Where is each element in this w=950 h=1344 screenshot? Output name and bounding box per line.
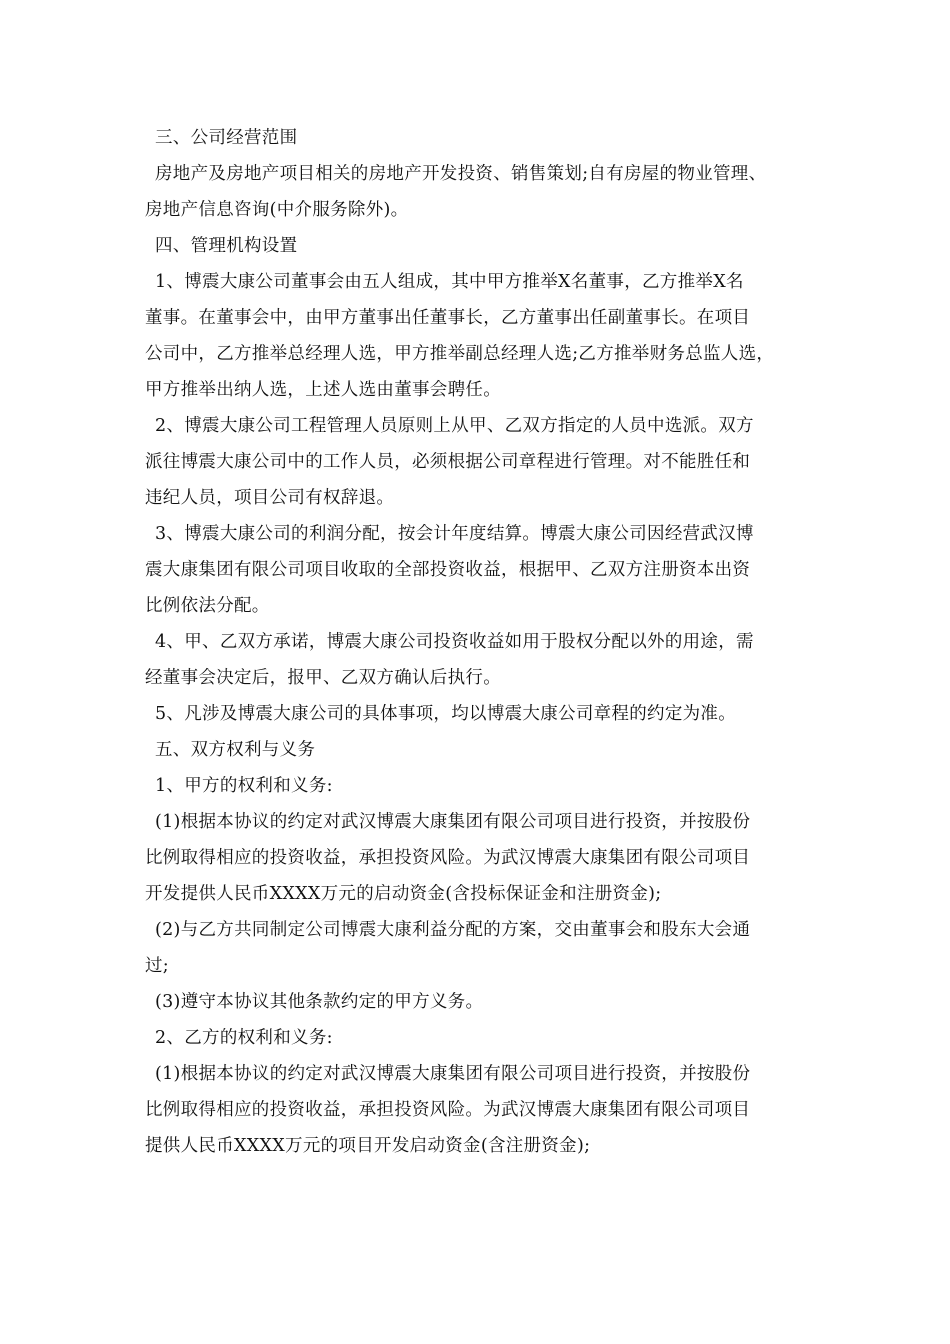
paragraph-line: 5、凡涉及博震大康公司的具体事项，均以博震大康公司章程的约定为准。 — [155, 704, 737, 724]
paragraph-line: 公司中，乙方推举总经理人选，甲方推举副总经理人选;乙方推举财务总监人选， — [145, 344, 775, 364]
paragraph-line: (1)根据本协议的约定对武汉博震大康集团有限公司项目进行投资，并按股份 — [155, 1064, 751, 1084]
paragraph-line: 违纪人员，项目公司有权辞退。 — [145, 488, 395, 508]
paragraph-line: 甲方推举出纳人选，上述人选由董事会聘任。 — [145, 380, 501, 400]
paragraph-line: 房地产信息咨询(中介服务除外)。 — [145, 200, 409, 220]
paragraph-line: 过; — [145, 956, 169, 976]
section-heading-4: 四、管理机构设置 — [155, 236, 298, 256]
subsection-heading: 1、甲方的权利和义务: — [155, 776, 333, 796]
paragraph-line: 开发提供人民币XXXX万元的启动资金(含投标保证金和注册资金); — [145, 884, 662, 904]
paragraph-line: 房地产及房地产项目相关的房地产开发投资、销售策划;自有房屋的物业管理、 — [155, 164, 767, 184]
paragraph-line: 董事。在董事会中，由甲方董事出任董事长，乙方董事出任副董事长。在项目 — [145, 308, 751, 328]
paragraph-line: 震大康集团有限公司项目收取的全部投资收益，根据甲、乙双方注册资本出资 — [145, 560, 751, 580]
section-heading-5: 五、双方权利与义务 — [155, 740, 316, 760]
paragraph-line: 比例取得相应的投资收益，承担投资风险。为武汉博震大康集团有限公司项目 — [145, 848, 751, 868]
paragraph-line: 经董事会决定后，报甲、乙双方确认后执行。 — [145, 668, 501, 688]
paragraph-line: 2、博震大康公司工程管理人员原则上从甲、乙双方指定的人员中选派。双方 — [155, 416, 754, 436]
paragraph-line: 3、博震大康公司的利润分配，按会计年度结算。博震大康公司因经营武汉博 — [155, 524, 754, 544]
paragraph-line: 派往博震大康公司中的工作人员，必须根据公司章程进行管理。对不能胜任和 — [145, 452, 751, 472]
paragraph-line: 比例依法分配。 — [145, 596, 270, 616]
paragraph-line: 提供人民币XXXX万元的项目开发启动资金(含注册资金); — [145, 1136, 591, 1156]
paragraph-line: 4、甲、乙双方承诺，博震大康公司投资收益如用于股权分配以外的用途，需 — [155, 632, 754, 652]
paragraph-line: 1、博震大康公司董事会由五人组成，其中甲方推举X名董事，乙方推举X名 — [155, 272, 744, 292]
section-heading-3: 三、公司经营范围 — [155, 128, 298, 148]
document-body — [145, 120, 810, 1164]
paragraph-line: (1)根据本协议的约定对武汉博震大康集团有限公司项目进行投资，并按股份 — [155, 812, 751, 832]
subsection-heading: 2、乙方的权利和义务: — [155, 1028, 333, 1048]
paragraph-line: (3)遵守本协议其他条款约定的甲方义务。 — [155, 992, 484, 1012]
paragraph-line: 比例取得相应的投资收益，承担投资风险。为武汉博震大康集团有限公司项目 — [145, 1100, 751, 1120]
paragraph-line: (2)与乙方共同制定公司博震大康利益分配的方案，交由董事会和股东大会通 — [155, 920, 751, 940]
